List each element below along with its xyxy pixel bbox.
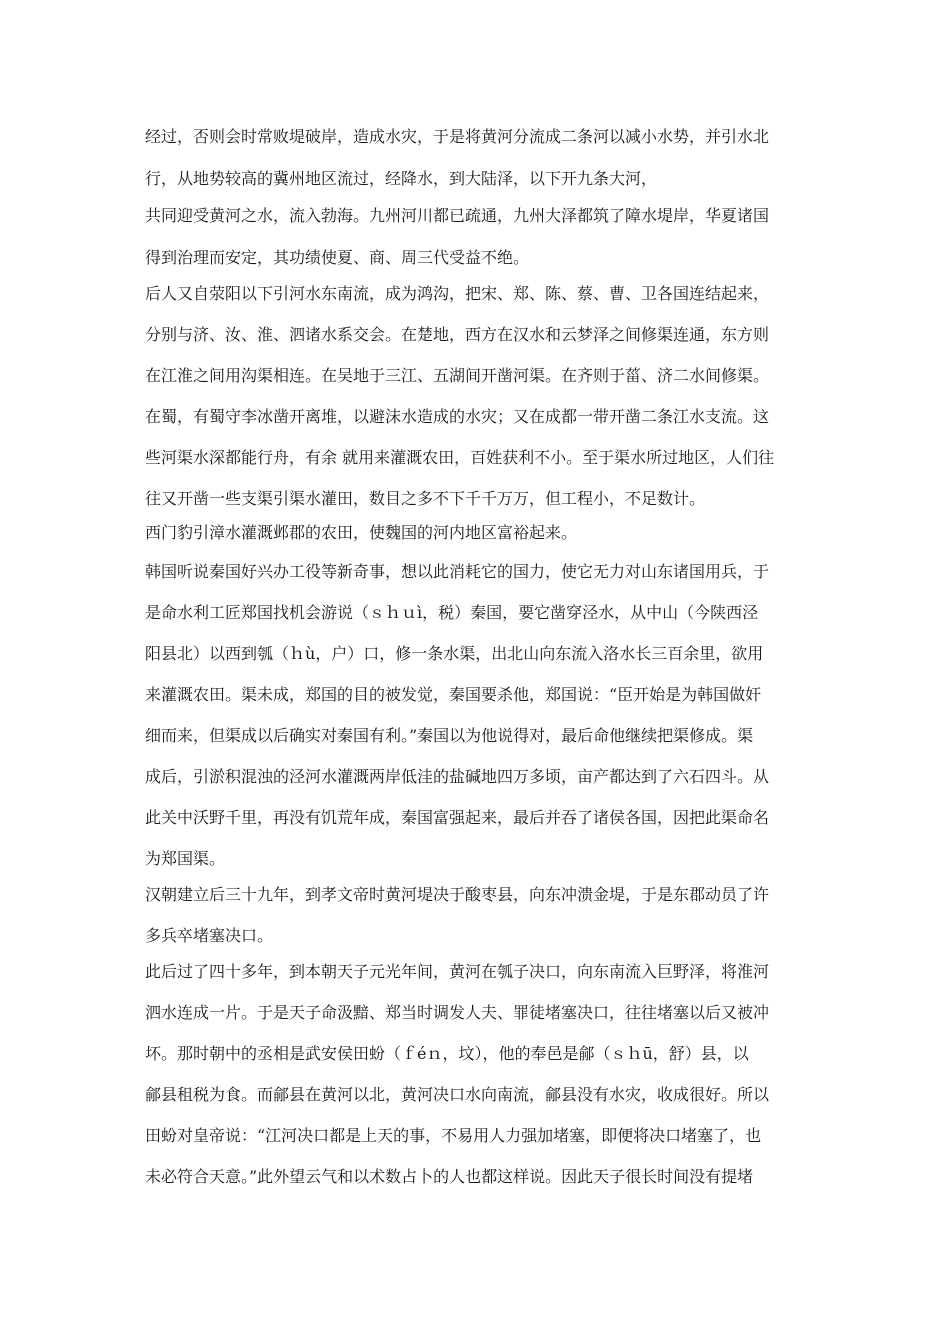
text-line: 鄃县租税为食。而鄃县在黄河以北，黄河决口水向南流，鄃县没有水灾，收成很好。所以 xyxy=(145,1085,770,1104)
text-line: 成后，引淤积混浊的泾河水灌溉两岸低洼的盐碱地四万多顷，亩产都达到了六石四斗。从 xyxy=(145,767,770,786)
text-line: 西门豹引漳水灌溉邺郡的农田，使魏国的河内地区富裕起来。 xyxy=(145,523,578,542)
text-line: 在蜀，有蜀守李冰凿开离堆，以避沫水造成的水灾；又在成都一带开凿二条江水支流。这 xyxy=(145,407,770,426)
text-line: 些河渠水深都能行舟，有余 就用来灌溉农田，百姓获利不小。至于渠水所过地区，人们往 xyxy=(145,448,775,467)
text-line: 此后过了四十多年，到本朝天子元光年间，黄河在瓠子决口，向东南流入巨野泽，将淮河 xyxy=(145,962,770,981)
text-line: 得到治理而安定，其功绩使夏、商、周三代受益不绝。 xyxy=(145,248,530,267)
text-line: 泗水连成一片。于是天子命汲黯、郑当时调发人夫、罪徒堵塞决口，往往堵塞以后又被冲 xyxy=(145,1003,770,1022)
text-line: 后人又自荥阳以下引河水东南流，成为鸿沟，把宋、郑、陈、蔡、曹、卫各国连结起来， xyxy=(145,284,770,303)
text-line: 坏。那时朝中的丞相是武安侯田蚡（ｆéｎ，坟），他的奉邑是鄃（ｓｈū，舒）县，以 xyxy=(145,1044,749,1063)
text-line: 经过，否则会时常败堤破岸，造成水灾，于是将黄河分流成二条河以减小水势，并引水北 xyxy=(145,127,770,146)
text-line: 分别与济、汝、淮、泗诸水系交会。在楚地，西方在汉水和云梦泽之间修渠连通，东方则 xyxy=(145,325,770,344)
text-line: 往又开凿一些支渠引渠水灌田，数目之多不下千千万万，但工程小，不足数计。 xyxy=(145,489,706,508)
text-line: 是命水利工匠郑国找机会游说（ｓｈｕì，税）秦国，要它凿穿泾水，从中山（今陕西泾 xyxy=(145,603,759,622)
text-line: 汉朝建立后三十九年，到孝文帝时黄河堤决于酸枣县，向东冲溃金堤，于是东郡动员了许 xyxy=(145,885,770,904)
text-line: 未必符合天意。”此外望云气和以术数占卜的人也都这样说。因此天子很长时间没有提堵 xyxy=(145,1167,754,1186)
text-line: 来灌溉农田。渠未成，郑国的目的被发觉，秦国要杀他，郑国说：“臣开始是为韩国做奸 xyxy=(145,685,762,704)
text-line: 行，从地势较高的冀州地区流过，经降水，到大陆泽，以下开九条大河， xyxy=(145,169,658,188)
text-line: 田蚡对皇帝说：“江河决口都是上天的事，不易用人力强加堵塞，即便将决口堵塞了，也 xyxy=(145,1126,762,1145)
text-line: 在江淮之间用沟渠相连。在吴地于三江、五湖间开凿河渠。在齐则于菑、济二水间修渠。 xyxy=(145,366,770,385)
text-line: 韩国听说秦国好兴办工役等新奇事，想以此消耗它的国力，使它无力对山东诸国用兵，于 xyxy=(145,562,770,581)
text-line: 为郑国渠。 xyxy=(145,849,226,868)
text-line: 阳县北）以西到瓠（ｈù，户）口，修一条水渠，出北山向东流入洛水长三百余里，欲用 xyxy=(145,644,764,663)
text-line: 多兵卒堵塞决口。 xyxy=(145,926,274,945)
text-line: 共同迎受黄河之水，流入勃海。九州河川都已疏通，九州大泽都筑了障水堤岸，华夏诸国 xyxy=(145,206,770,225)
text-line: 此关中沃野千里，再没有饥荒年成，秦国富强起来，最后并吞了诸侯各国，因把此渠命名 xyxy=(145,808,770,827)
text-line: 细而来，但渠成以后确实对秦国有利。”秦国以为他说得对，最后命他继续把渠修成。渠 xyxy=(145,726,754,745)
